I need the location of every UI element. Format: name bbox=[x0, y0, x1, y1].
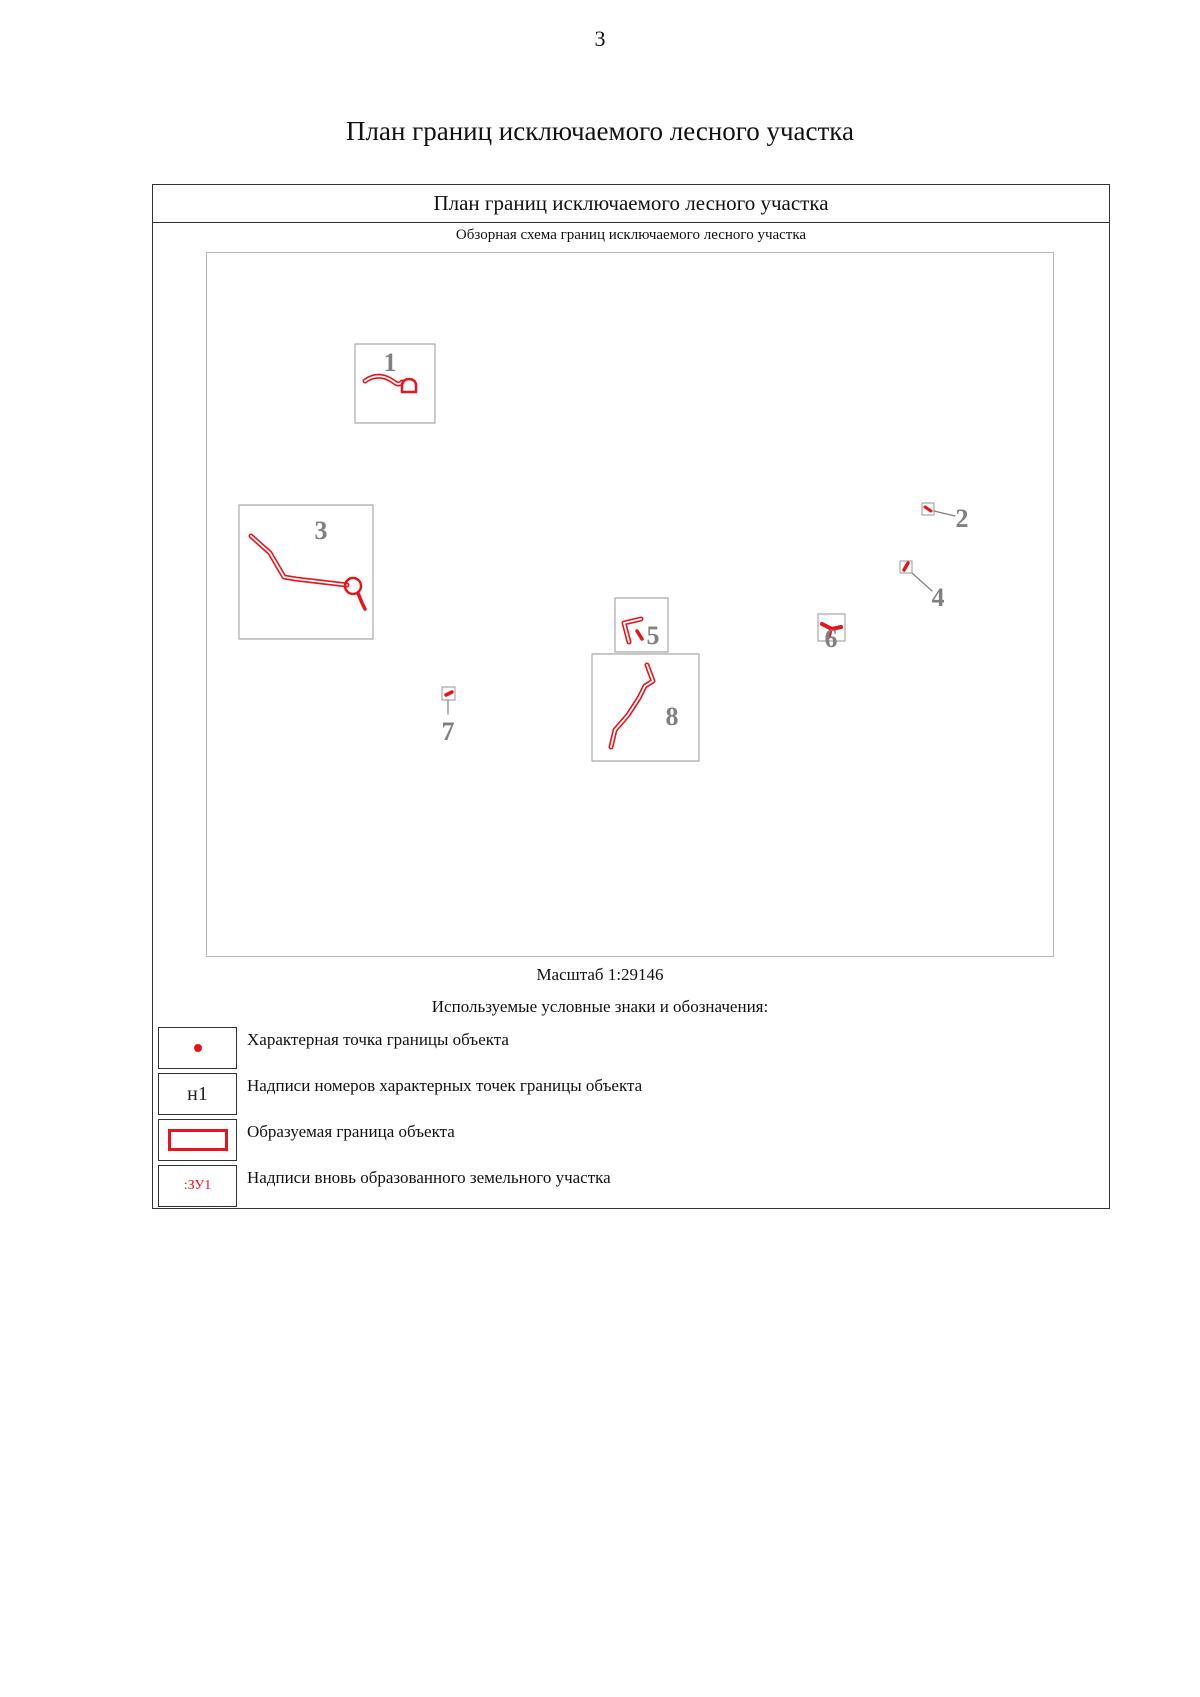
scale-label: Масштаб 1:29146 bbox=[536, 965, 664, 984]
parcel-2-leader bbox=[934, 511, 955, 516]
legend-symbol-point bbox=[158, 1027, 237, 1069]
parcel-6-label: 6 bbox=[824, 624, 838, 653]
parcel-7 bbox=[442, 687, 456, 746]
parcel-3 bbox=[239, 505, 373, 639]
overview-map bbox=[206, 252, 1054, 957]
parcel-8-inset bbox=[592, 654, 699, 761]
parcel-2-boundary bbox=[925, 507, 931, 511]
legend-title: Используемые условные знаки и обозначения: bbox=[431, 997, 769, 1016]
legend-item-boundary-text: Образуемая граница объекта bbox=[247, 1122, 455, 1141]
legend-symbol-point-number bbox=[158, 1073, 237, 1115]
point-number-sample: н1 bbox=[187, 1082, 208, 1105]
overview-map-drawing bbox=[207, 253, 1055, 958]
parcel-3-inset bbox=[239, 505, 373, 639]
parcel-2-label: 2 bbox=[955, 504, 969, 533]
parcel-6 bbox=[818, 614, 845, 653]
parcel-3-boundary bbox=[251, 536, 347, 585]
parcel-7-boundary bbox=[446, 692, 452, 695]
page-number: 3 bbox=[594, 26, 606, 51]
legend-item-parcel-text: Надписи вновь образованного земельного участка bbox=[247, 1168, 611, 1187]
parcel-label-sample: :ЗУ1 bbox=[183, 1178, 212, 1193]
parcel-4-leader bbox=[912, 573, 932, 591]
parcel-8 bbox=[592, 654, 699, 761]
legend-symbol-parcel bbox=[158, 1165, 237, 1207]
parcel-1-label: 1 bbox=[383, 348, 397, 377]
parcel-8-boundary bbox=[611, 665, 653, 747]
parcel-4-boundary bbox=[904, 563, 908, 570]
parcel-1 bbox=[355, 344, 435, 423]
boundary-point-icon bbox=[194, 1044, 202, 1052]
parcel-7-label: 7 bbox=[441, 717, 455, 746]
frame-subtitle: Обзорная схема границ исключаемого лесного участка bbox=[455, 227, 807, 243]
parcel-3-label: 3 bbox=[314, 516, 328, 545]
frame-title: План границ исключаемого лесного участка bbox=[153, 185, 1109, 223]
parcel-8-label: 8 bbox=[665, 702, 679, 731]
parcel-1-loop bbox=[402, 379, 416, 392]
parcel-4-label: 4 bbox=[931, 583, 945, 612]
parcel-4 bbox=[900, 561, 945, 612]
legend-item-point-text: Характерная точка границы объекта bbox=[247, 1030, 509, 1049]
parcel-2 bbox=[922, 503, 969, 533]
parcel-5-label: 5 bbox=[646, 621, 660, 650]
legend-symbol-boundary bbox=[158, 1119, 237, 1161]
boundary-rectangle-icon bbox=[168, 1129, 228, 1151]
legend-item-point-number-text: Надписи номеров характерных точек границы объекта bbox=[247, 1076, 643, 1095]
parcel-5 bbox=[615, 598, 668, 652]
page-title: План границ исключаемого лесного участка bbox=[345, 116, 855, 146]
